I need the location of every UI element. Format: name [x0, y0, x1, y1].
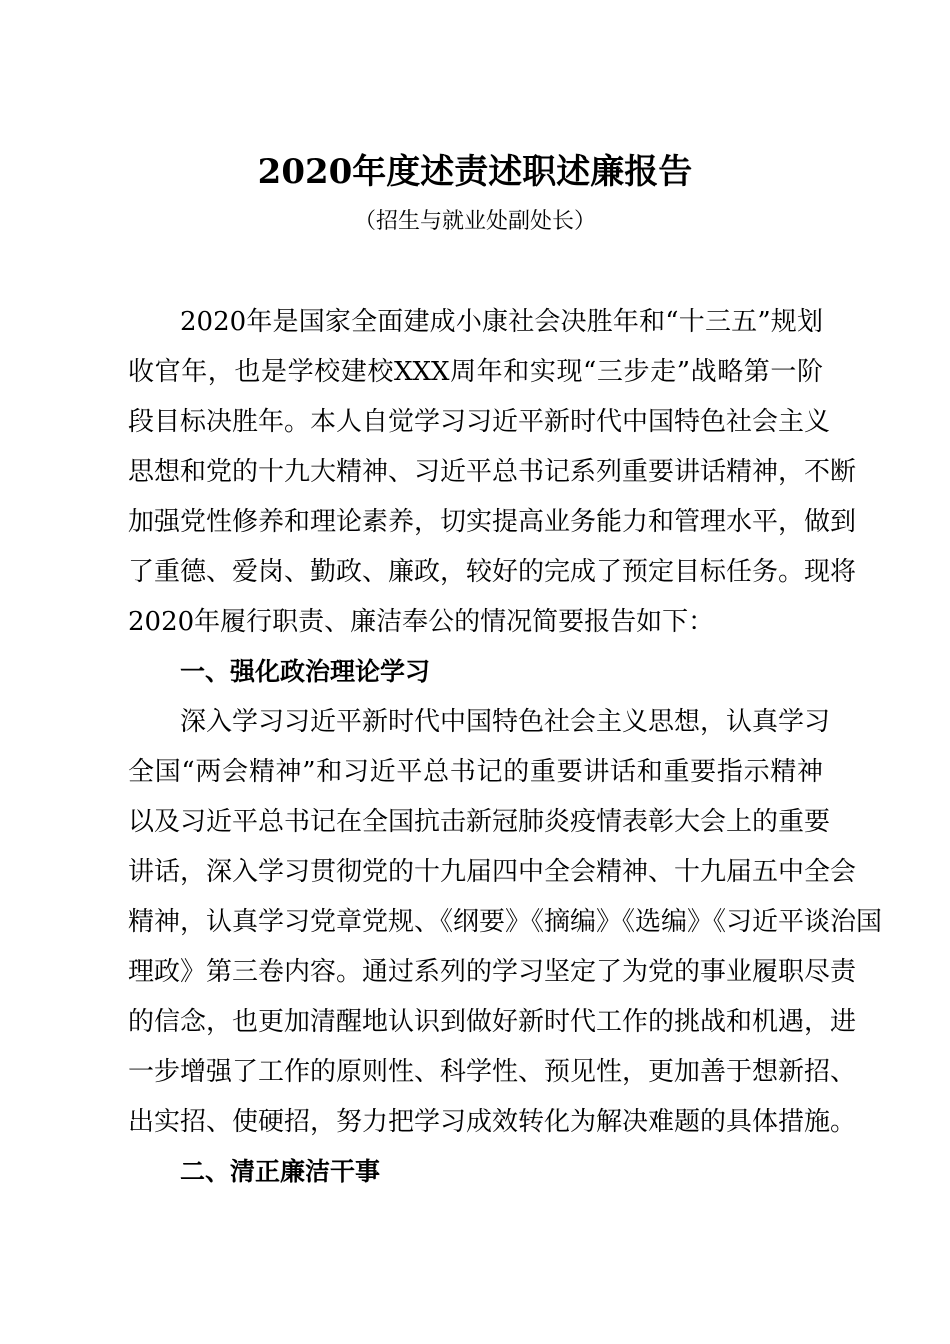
- paragraph-line: 加强党性修养和理论素养，切实提高业务能力和管理水平，做到: [128, 507, 857, 537]
- paragraph-line: 讲话，深入学习贯彻党的十九届四中全会精神、十九届五中全会: [128, 857, 857, 887]
- paragraph-line: 的信念，也更加清醒地认识到做好新时代工作的挑战和机遇，进: [128, 1007, 857, 1037]
- paragraph-line: 2020年是国家全面建成小康社会决胜年和“十三五”规划: [180, 307, 823, 337]
- paragraph-line: 了重德、爱岗、勤政、廉政，较好的完成了预定目标任务。现将: [128, 557, 857, 587]
- paragraph-line: 段目标决胜年。本人自觉学习习近平新时代中国特色社会主义: [128, 407, 831, 437]
- paragraph-line: 一步增强了工作的原则性、科学性、预见性，更加善于想新招、: [128, 1057, 857, 1087]
- paragraph-line: 精神，认真学习党章党规、《纲要》《摘编》《选编》《习近平谈治国: [128, 907, 883, 937]
- section-heading: 二、清正廉洁干事: [180, 1157, 381, 1186]
- paragraph-line: 收官年，也是学校建校XXX周年和实现“三步走”战略第一阶: [128, 357, 823, 387]
- paragraph-line: 深入学习习近平新时代中国特色社会主义思想，认真学习: [180, 707, 831, 737]
- document-subtitle: （招生与就业处副处长）: [353, 209, 596, 234]
- paragraph-line: 2020年履行职责、廉洁奉公的情况简要报告如下：: [128, 607, 715, 637]
- paragraph-line: 思想和党的十九大精神、习近平总书记系列重要讲话精神，不断: [128, 457, 857, 487]
- paragraph-line: 理政》第三卷内容。通过系列的学习坚定了为党的事业履职尽责: [128, 957, 857, 987]
- paragraph-line: 全国“两会精神”和习近平总书记的重要讲话和重要指示精神: [128, 757, 823, 787]
- section-heading: 一、强化政治理论学习: [180, 657, 431, 686]
- paragraph-line: 以及习近平总书记在全国抗击新冠肺炎疫情表彰大会上的重要: [128, 807, 831, 837]
- paragraph-line: 出实招、使硬招，努力把学习成效转化为解决难题的具体措施。: [128, 1107, 857, 1137]
- document-title: 2020年度述责述职述廉报告: [257, 152, 693, 192]
